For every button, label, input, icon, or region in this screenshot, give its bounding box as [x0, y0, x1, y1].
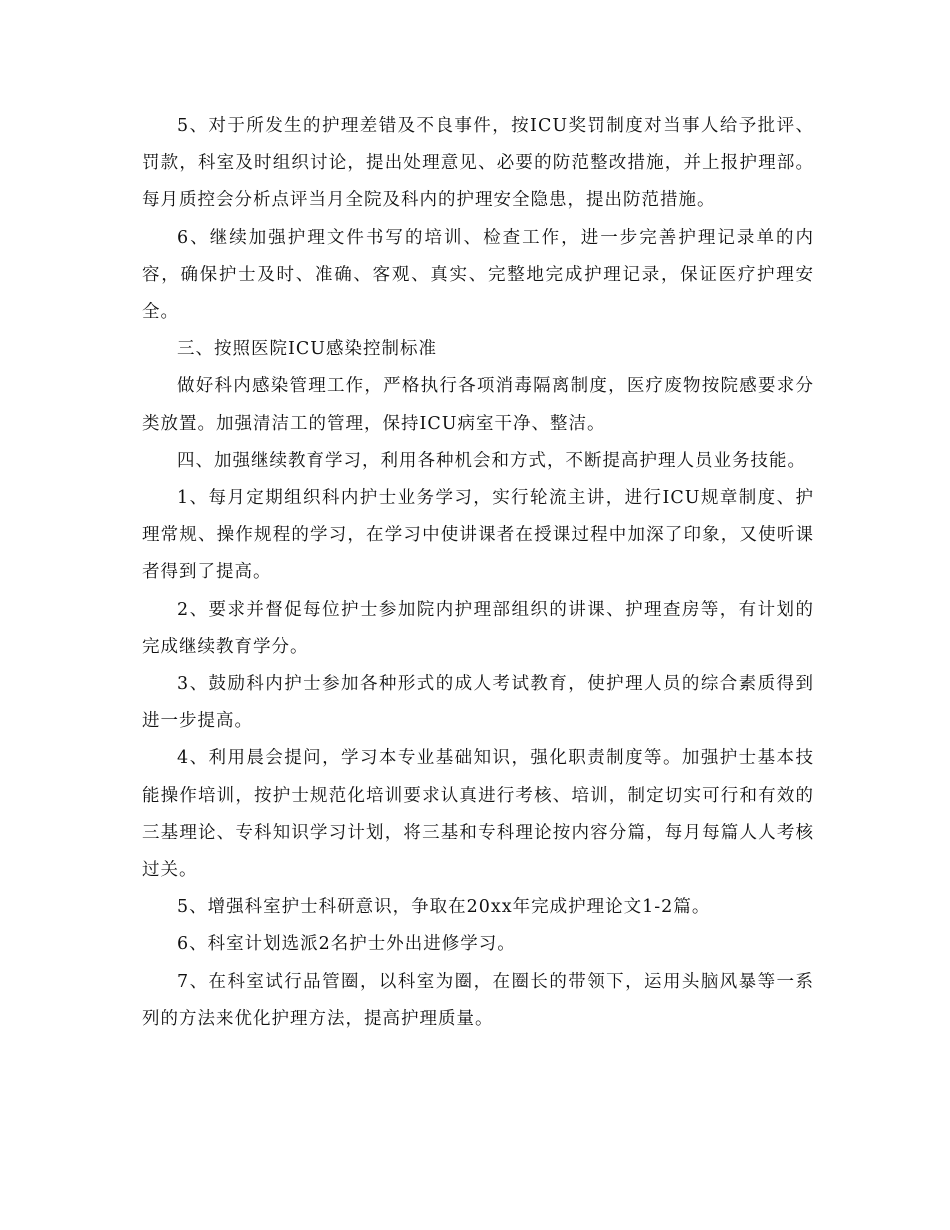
section-heading-continuing-education: 四、加强继续教育学习，利用各种机会和方式，不断提高护理人员业务技能。 [177, 450, 806, 471]
paragraph-skill-training: 4、利用晨会提问，学习本专业基础知识，强化职责制度等。加强护士基本技能操作培训，按护士规范化培训要求认真进行考核、培训，制定切实可行和有效的三基理论、专科知识学习计划，将三基和专科理论按内容分篇，每月每篇人人考核过关。 [142, 748, 814, 881]
paragraph-monthly-study: 1、每月定期组织科内护士业务学习，实行轮流主讲，进行ICU规章制度、护理常规、操作规程的学习，在学习中使讲课者在授课过程中加深了印象，又使听课者得到了提高。 [142, 488, 814, 583]
paragraph-adult-education: 3、鼓励科内护士参加各种形式的成人考试教育，使护理人员的综合素质得到进一步提高。 [142, 674, 814, 732]
paragraph-quality-circle: 7、在科室试行品管圈，以科室为圈，在圈长的带领下，运用头脑风暴等一系列的方法来优化护理方法，提高护理质量。 [142, 971, 814, 1029]
paragraph-lectures-credits: 2、要求并督促每位护士参加院内护理部组织的讲课、护理查房等，有计划的完成继续教育学分。 [142, 599, 814, 657]
section-heading-infection-control: 三、按照医院ICU感染控制标准 [177, 339, 438, 360]
document-body [142, 108, 814, 1038]
paragraph-nursing-documentation: 6、继续加强护理文件书写的培训、检查工作，进一步完善护理记录单的内容，确保护士及时、准确、客观、真实、完整地完成护理记录，保证医疗护理安全。 [142, 227, 814, 323]
paragraph-incident-handling: 5、对于所发生的护理差错及不良事件，按ICU奖罚制度对当事人给予批评、罚款，科室及时组织讨论，提出处理意见、必要的防范整改措施，并上报护理部。每月质控会分析点评当月全院及科内的护理安全隐患，提出防范措施。 [142, 116, 814, 211]
paragraph-external-training: 6、科室计划选派2名护士外出进修学习。 [177, 934, 516, 955]
paragraph-infection-management: 做好科内感染管理工作，严格执行各项消毒隔离制度，医疗废物按院感要求分类放置。加强清洁工的管理，保持ICU病室干净、整洁。 [142, 376, 814, 434]
paragraph-research: 5、增强科室护士科研意识，争取在20xx年完成护理论文1-2篇。 [177, 897, 711, 918]
